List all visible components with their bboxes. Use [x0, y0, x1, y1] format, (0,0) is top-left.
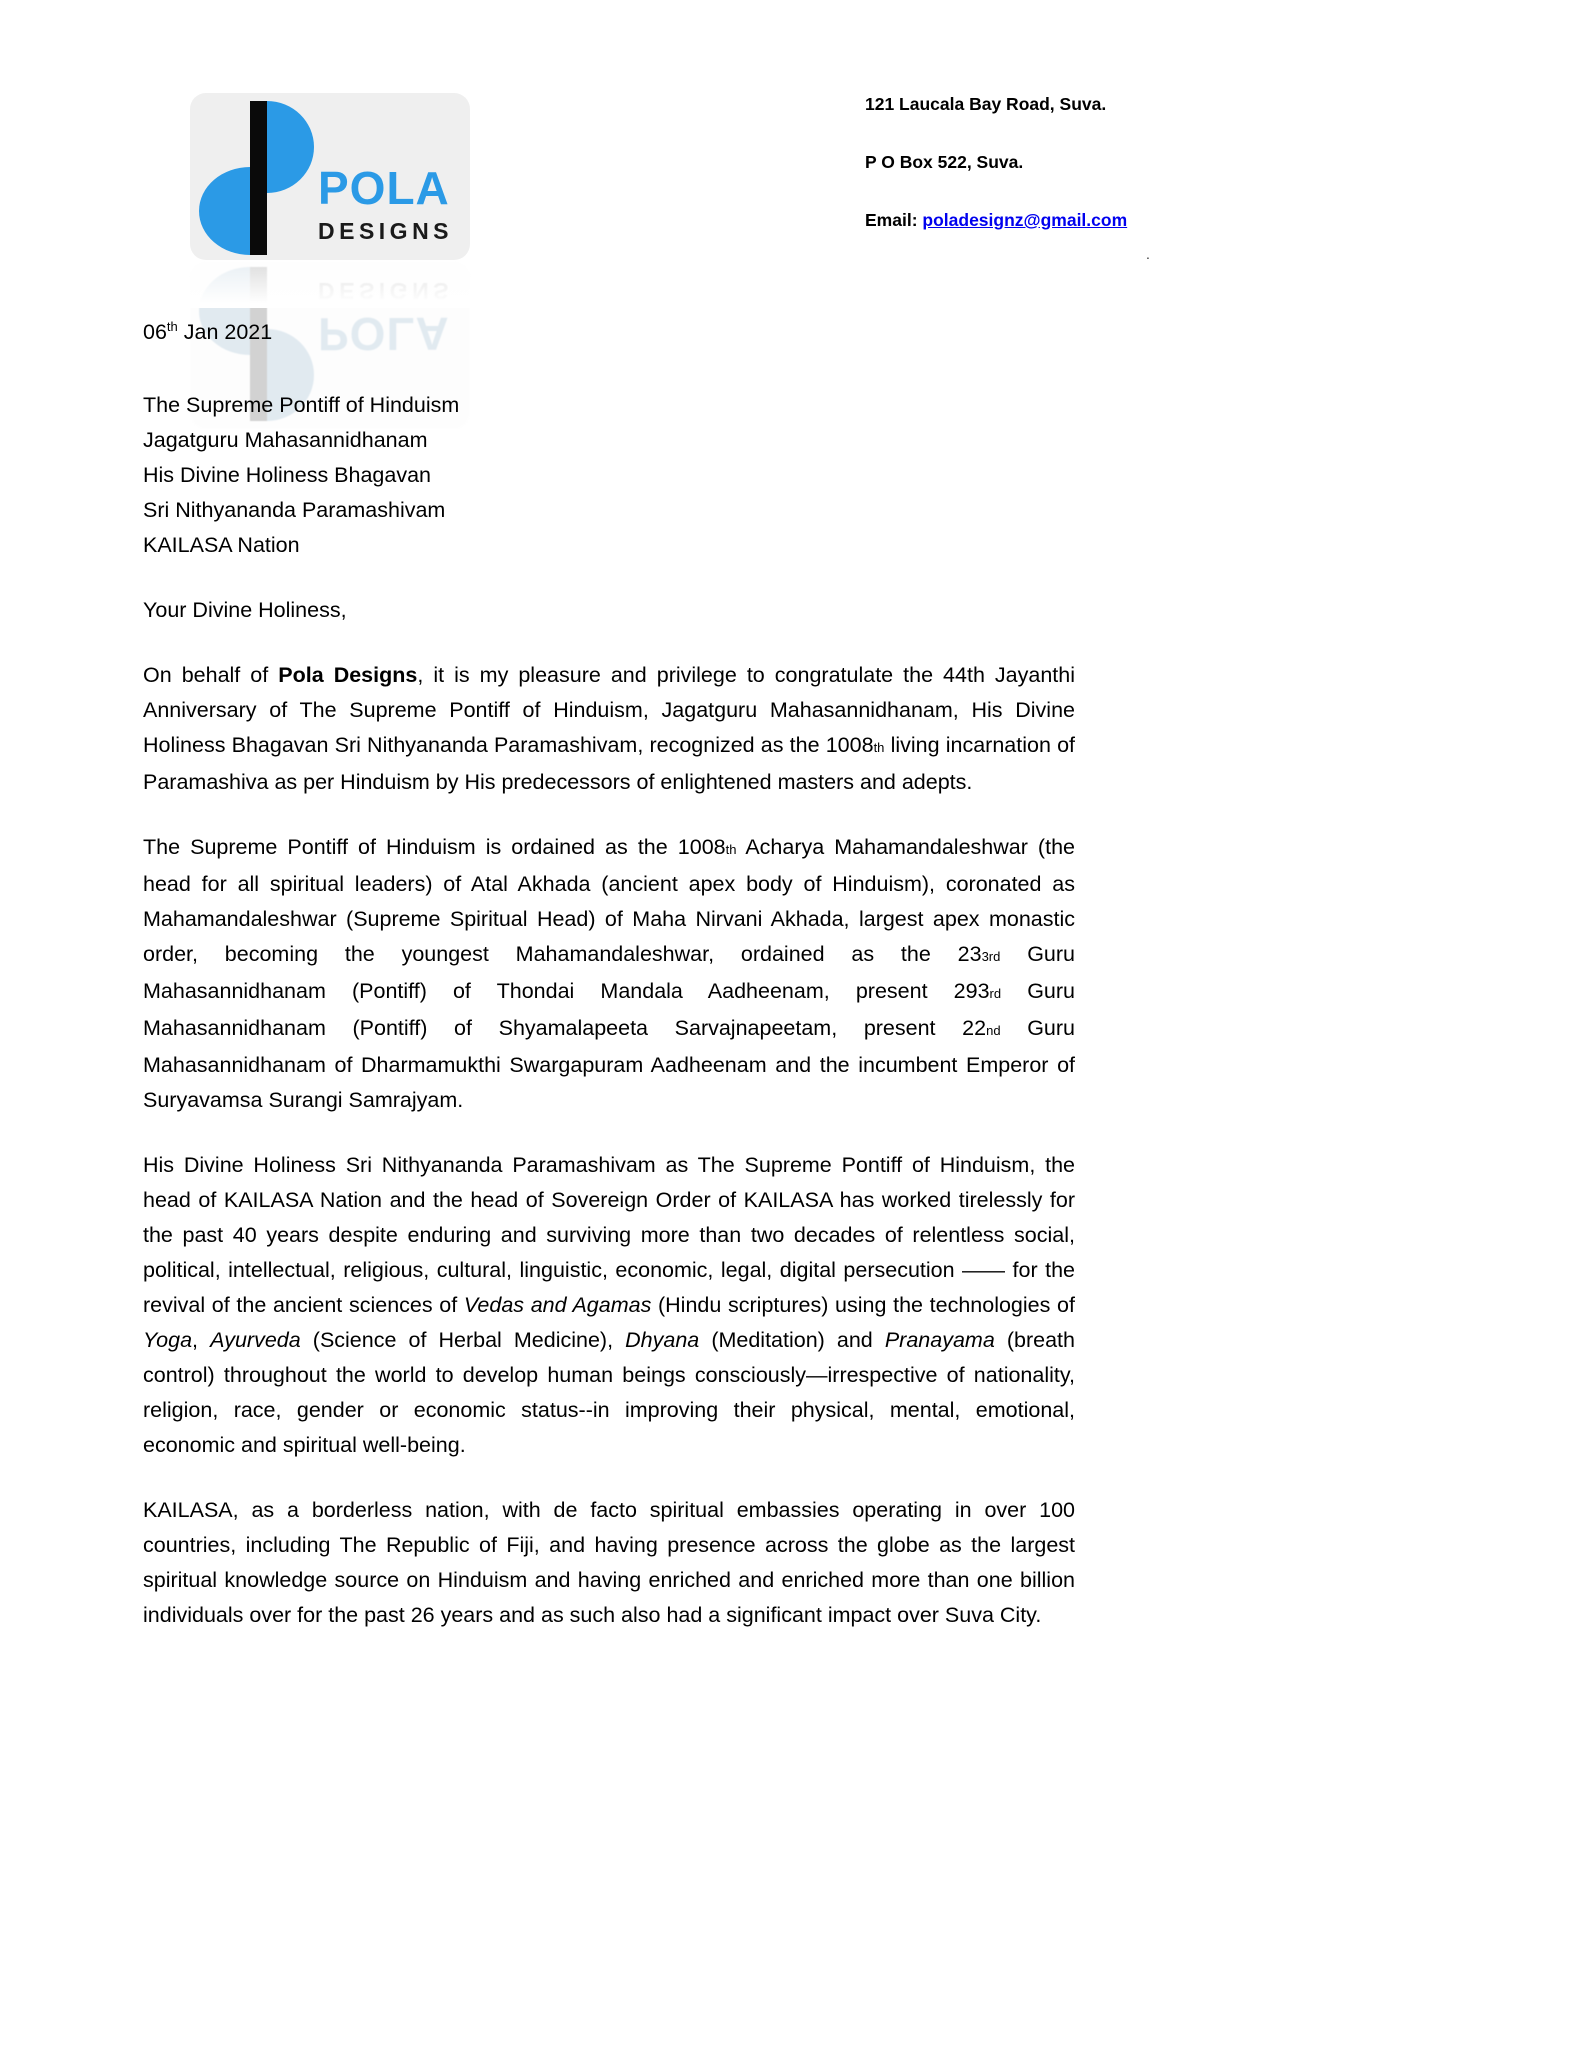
recipient-line: The Supreme Pontiff of Hinduism [143, 393, 460, 417]
logo-bar-icon [250, 101, 267, 255]
pola-designs-logo [190, 93, 470, 260]
date-line [143, 315, 1075, 350]
body-paragraph-2: The Supreme Pontiff of Hinduism is ordained as the 1008th Acharya Mahamandaleshwar (the head for all spiritual leaders) of Atal Akhada (ancient apex body of Hinduism), coronated as Mahamandaleshwar (Supreme Spiritual Head) of Maha Nirvani Akhada, largest apex monastic order, becoming the youngest Mahamandaleshwar, ordained as the 233rd Guru Mahasannidhanam (Pontiff) of Thondai Mandala Aadheenam, present 293rd Guru Mahasannidhanam (Pontiff) of Shyamalapeeta Sarvajnapeetam, present 22nd Guru Mahasannidhanam of Dharmamukthi Swargapuram Aadheenam and the incumbent Emperor of Suryavamsa Surangi Samrajyam. [143, 835, 1076, 1112]
body-paragraph-3: His Divine Holiness Sri Nithyananda Paramashivam as The Supreme Pontiff of Hinduism, the head of KAILASA Nation and the head of Sovereign Order of KAILASA has worked tirelessly for the past 40 years despite enduring and surviving more than two decades of relentless social, political, intellectual, religious, cultural, linguistic, economic, legal, digital persecution —— for the revival of the ancient sciences of Vedas and Agamas (Hindu scriptures) using the technologies of Yoga, Ayurveda (Science of Herbal Medicine), Dhyana (Meditation) and Pranayama (breath control) throughout the world to develop human beings consciously—irrespective of nationality, religion, race, gender or economic status--in improving their physical, mental, emotional, economic and spiritual well-being. [143, 1153, 1075, 1457]
recipient-line: KAILASA Nation [143, 533, 300, 557]
logo-box [190, 93, 470, 260]
logo-disc-bottom-icon [199, 167, 250, 255]
logo-disc-top-icon [267, 101, 314, 193]
date-day: 06 [143, 320, 167, 344]
email-label: Email: [865, 210, 918, 230]
address-line-email [865, 210, 1127, 231]
recipient-line: Sri Nithyananda Paramashivam [143, 498, 446, 522]
logo-reflection: POLA DESIGNS [190, 262, 470, 308]
date-ordinal: th [166, 318, 178, 334]
logo-brand-text: POLA [318, 162, 450, 214]
body-paragraph-4: KAILASA, as a borderless nation, with de facto spiritual embassies operating in over 100 countries, including The Republic of Fiji, and having presence across the globe as the largest spiritual knowledge source on Hinduism and having enriched and enriched more than one billion individuals over for the past 26 years and as such also had a significant impact over Suva City. [143, 1498, 1075, 1627]
address-line-1: 121 Laucala Bay Road, Suva. [865, 94, 1107, 114]
date-rest: Jan 2021 [177, 320, 273, 344]
recipient-line: Jagatguru Mahasannidhanam [143, 428, 428, 452]
email-link[interactable]: poladesignz@gmail.com [922, 210, 1128, 230]
logo-text [318, 162, 454, 244]
logo-subbrand-text: DESIGNS [318, 218, 454, 244]
stray-dot: . [1146, 246, 1150, 262]
letter-content [143, 315, 1075, 1663]
sender-address-block [865, 94, 1127, 268]
body-paragraph-1: On behalf of Pola Designs, it is my pleasure and privilege to congratulate the 44th Jayanthi Anniversary of The Supreme Pontiff of Hinduism, Jagatguru Mahasannidhanam, His Divine Holiness Bhagavan Sri Nithyananda Paramashivam, recognized as the 1008th living incarnation of Paramashiva as per Hinduism by His predecessors of enlightened masters and adepts. [143, 663, 1076, 794]
address-line-2: P O Box 522, Suva. [865, 152, 1024, 172]
recipient-line: His Divine Holiness Bhagavan [143, 463, 432, 487]
salutation: Your Divine Holiness, [143, 598, 347, 622]
recipient-block [143, 388, 1075, 563]
